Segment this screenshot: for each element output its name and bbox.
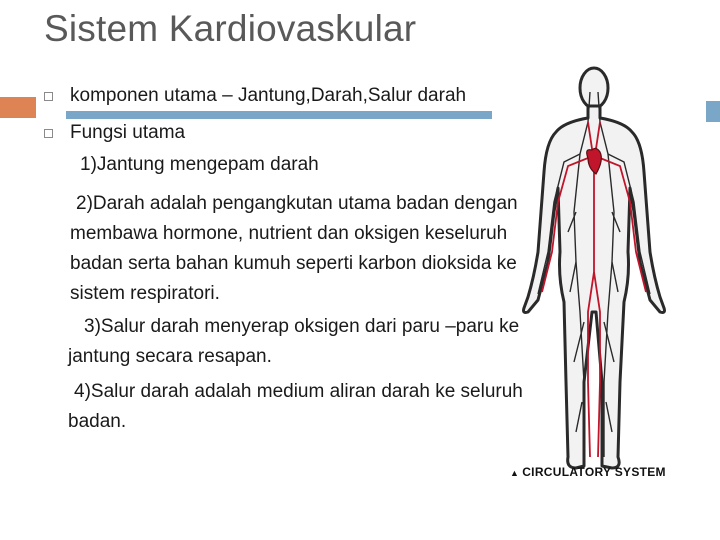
accent-bar-blue	[66, 111, 492, 119]
slide-title: Sistem Kardiovaskular	[44, 8, 417, 49]
point-line: 1)Jantung mengepam darah	[80, 154, 319, 175]
bullet-marker-icon	[44, 92, 53, 101]
point-line: 4)Salur darah adalah medium aliran darah ke seluruh	[74, 381, 523, 402]
bullet-item: Fungsi utama	[70, 122, 186, 143]
accent-bar-orange	[0, 97, 36, 118]
point-line: jantung secara resapan.	[68, 346, 272, 367]
point-line: sistem respiratori.	[70, 283, 220, 304]
point-line: membawa hormone, nutrient dan oksigen keseluruh	[70, 223, 508, 244]
bullet-item: komponen utama – Jantung,Darah,Salur darah	[70, 85, 467, 106]
figure-caption	[510, 465, 666, 479]
bullet-marker-icon	[44, 129, 53, 138]
figure-caption-text: CIRCULATORY SYSTEM	[522, 465, 666, 479]
point-line: 3)Salur darah menyerap oksigen dari paru –paru ke	[84, 316, 520, 337]
point-line: 2)Darah adalah pengangkutan utama badan dengan	[76, 193, 518, 214]
point-line: badan.	[68, 411, 127, 432]
accent-bar-blue-right	[706, 101, 720, 122]
triangle-up-icon: ▲	[510, 468, 520, 478]
point-line: badan serta bahan kumuh seperti karbon dioksida ke	[70, 253, 517, 274]
